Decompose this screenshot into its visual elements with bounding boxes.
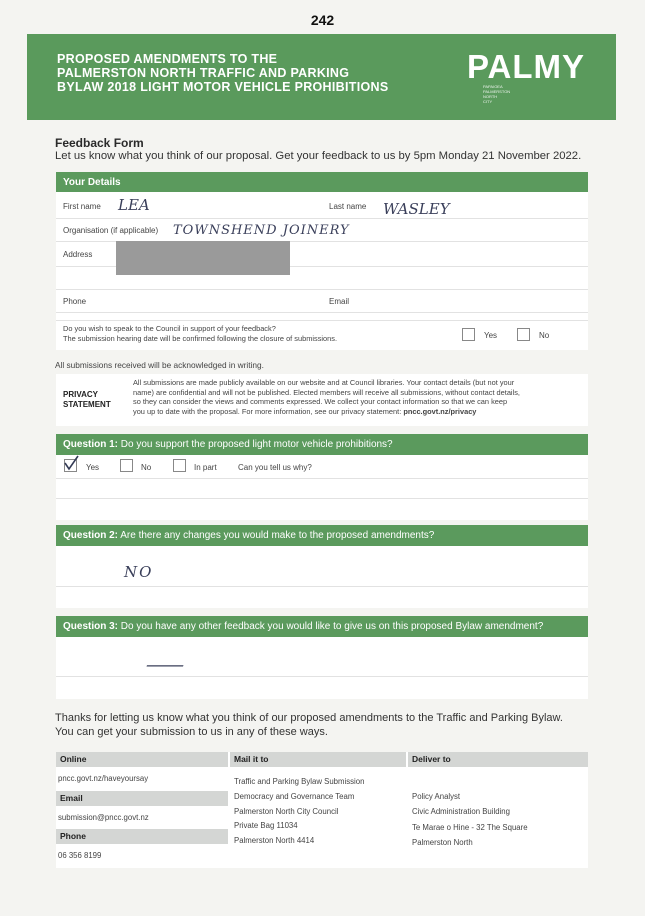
- question-2-heading: Question 2: Are there any changes you would make to the proposed amendments?: [56, 525, 588, 546]
- online-link[interactable]: pncc.govt.nz/haveyoursay: [58, 774, 149, 783]
- first-name-field[interactable]: LEA: [118, 196, 150, 214]
- header-title: PROPOSED AMENDMENTS TO THE PALMERSTON NORTH TRAFFIC AND PARKING BYLAW 2018 LIGHT MOTOR VEHICLE PROHIBITIONS: [57, 52, 389, 94]
- mail-address: Traffic and Parking Bylaw Submission Democracy and Governance Team Palmerston North City Council Private Bag 11034 Palmerston North 4414: [234, 777, 365, 846]
- phone-heading: Phone: [56, 829, 228, 844]
- form-intro: Let us know what you think of our proposal. Get your feedback to us by 5pm Monday 21 November 2022.: [55, 150, 582, 162]
- deliver-heading: Deliver to: [408, 752, 588, 767]
- q1-why-label: Can you tell us why?: [238, 463, 312, 472]
- checkmark-icon: [62, 454, 80, 472]
- organisation-field[interactable]: TOWNSHEND JOINERY: [173, 223, 350, 238]
- speak-no-label: No: [539, 331, 550, 340]
- q1-in-part-checkbox[interactable]: [173, 459, 186, 472]
- phone-number: 06 356 8199: [58, 851, 102, 860]
- last-name-label: Last name: [329, 202, 367, 211]
- q3-answer-field[interactable]: —: [145, 652, 185, 676]
- deliver-address: Policy Analyst Civic Administration Building Te Marae o Hine - 32 The Square Palmerston North: [412, 792, 528, 848]
- question-3-area: [56, 637, 588, 699]
- privacy-label: PRIVACY STATEMENT: [63, 390, 111, 409]
- your-details-heading: Your Details: [56, 172, 588, 192]
- question-1-area: [56, 455, 588, 520]
- palmy-logo: PALMY: [467, 48, 586, 85]
- speak-question: Do you wish to speak to the Council in support of your feedback? The submission hearing date will be confirmed following the closure of submissions.: [63, 324, 337, 343]
- q1-no-checkbox[interactable]: [120, 459, 133, 472]
- question-1-heading: Question 1: Do you support the proposed light motor vehicle prohibitions?: [56, 434, 588, 455]
- first-name-label: First name: [63, 202, 101, 211]
- phone-label: Phone: [63, 297, 87, 306]
- q1-yes-label: Yes: [86, 463, 100, 472]
- speak-no-checkbox[interactable]: [517, 328, 530, 341]
- q2-answer-field[interactable]: NO: [124, 563, 154, 581]
- email-label: Email: [329, 297, 350, 306]
- acknowledgement-text: All submissions received will be acknowledged in writing.: [55, 360, 264, 370]
- email-link[interactable]: submission@pncc.govt.nz: [58, 813, 149, 822]
- organisation-label: Organisation (if applicable): [63, 226, 159, 235]
- email-heading: Email: [56, 791, 228, 806]
- thanks-text: Thanks for letting us know what you think of our proposed amendments to the Traffic and Parking Bylaw. You can get your submission to us in any of these ways.: [55, 712, 563, 738]
- address-redacted[interactable]: [116, 241, 290, 275]
- address-label: Address: [63, 250, 93, 259]
- logo-subtext: PAPAIOEA PALMERSTON NORTH CITY: [483, 84, 511, 104]
- speak-yes-checkbox[interactable]: [462, 328, 475, 341]
- q1-in-part-label: In part: [194, 463, 217, 472]
- privacy-link[interactable]: pncc.govt.nz/privacy: [403, 406, 477, 416]
- privacy-text: All submissions are made publicly available on our website and at Council libraries. Your contact details (but not your name) are confidential and will not be published. Elected members will receive all submissions, without contact details, so they can consider the views and comments expressed. We collect your contact information so that we can keep you up to date with the proposal. For more information, see our privacy statement: pncc.govt.nz/privacy: [133, 378, 520, 416]
- online-heading: Online: [56, 752, 228, 767]
- last-name-field[interactable]: WASLEY: [383, 200, 450, 218]
- page-number: 242: [310, 12, 335, 28]
- form-title: Feedback Form: [55, 136, 144, 150]
- q1-no-label: No: [141, 463, 152, 472]
- speak-yes-label: Yes: [484, 331, 498, 340]
- header-banner: [27, 34, 616, 120]
- question-3-heading: Question 3: Do you have any other feedback you would like to give us on this proposed Bylaw amendment?: [56, 616, 588, 637]
- mail-heading: Mail it to: [230, 752, 406, 767]
